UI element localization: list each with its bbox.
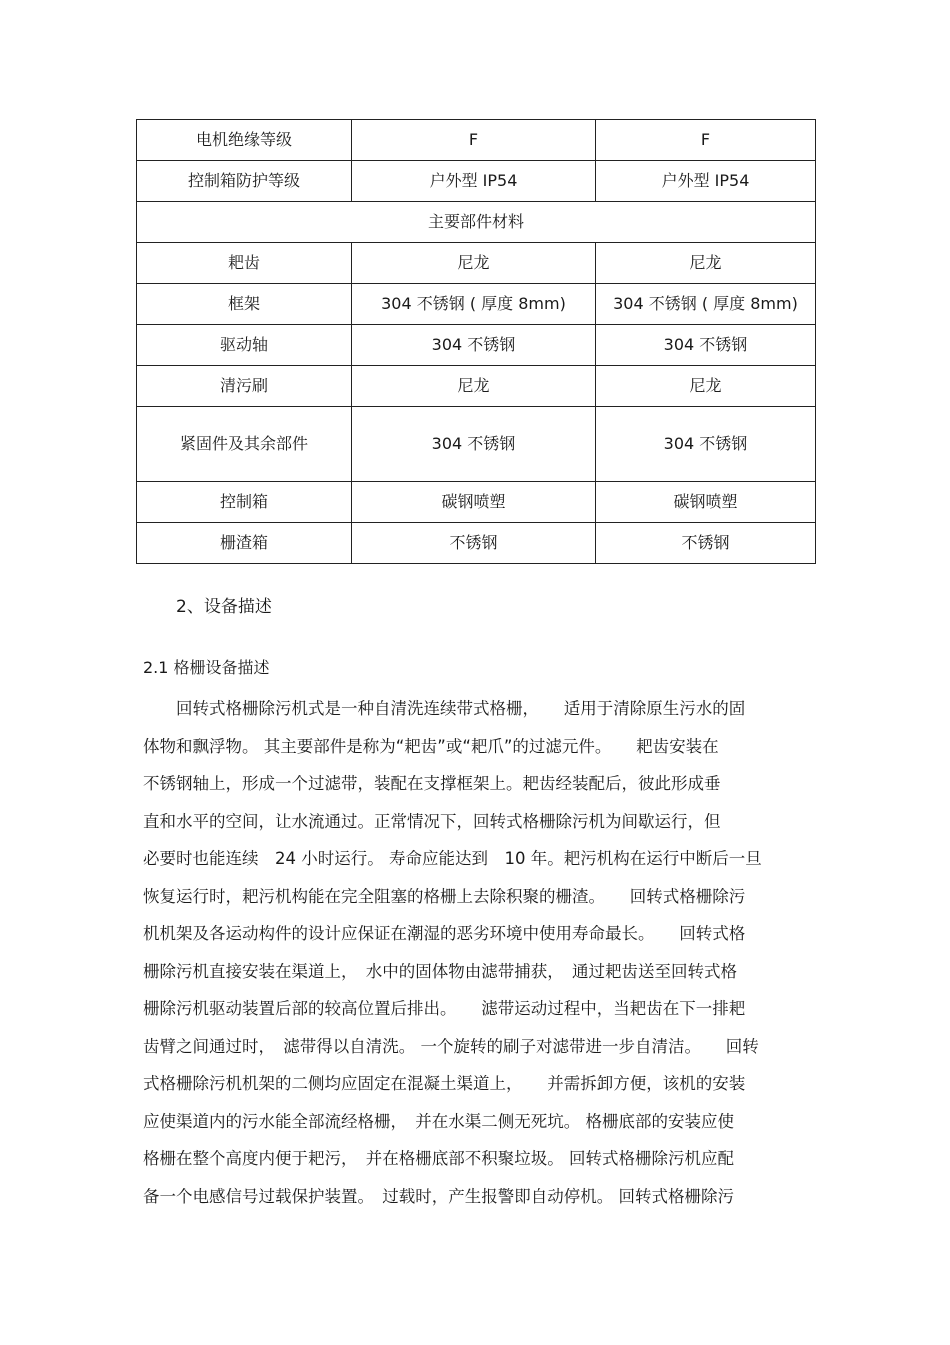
paragraph-line: 必要时也能连续 24 小时运行。 寿命应能达到 10 年。耙污机构在运行中断后一旦 — [143, 849, 762, 868]
value-a: 不锈钢 — [352, 523, 596, 564]
value-b: 304 不锈钢 — [596, 325, 816, 366]
row-label: 电机绝缘等级 — [137, 120, 352, 161]
row-label: 控制箱 — [137, 482, 352, 523]
value-a: 304 不锈钢 — [352, 407, 596, 482]
value-b: 户外型 IP54 — [596, 161, 816, 202]
paragraph-line: 齿臂之间通过时， 滤带得以自清洗。 一个旋转的刷子对滤带进一步自清洁。 回转 — [143, 1036, 759, 1056]
table-row — [137, 482, 816, 523]
paragraph-line: 格栅在整个高度内便于耙污， 并在格栅底部不积聚垃圾。 回转式格栅除污机应配 — [143, 1149, 734, 1168]
row-label: 紧固件及其余部件 — [137, 407, 352, 482]
paragraph-line: 应使渠道内的污水能全部流经格栅， 并在水渠二侧无死坑。 格栅底部的安装应使 — [143, 1111, 734, 1131]
materials-header: 主要部件材料 — [137, 202, 816, 243]
table-row — [137, 120, 816, 161]
paragraph-line: 栅除污机直接安装在渠道上， 水中的固体物由滤带捕获， 通过耙齿送至回转式格 — [143, 961, 737, 981]
row-label: 驱动轴 — [137, 325, 352, 366]
paragraph-line: 恢复运行时，耙污机构能在完全阻塞的格栅上去除积聚的栅渣。 回转式格栅除污 — [143, 886, 746, 906]
value-b: 304 不锈钢 ( 厚度 8mm) — [596, 284, 816, 325]
paragraph-line: 直和水平的空间，让水流通过。正常情况下，回转式格栅除污机为间歇运行，但 — [143, 811, 721, 831]
paragraph-line: 备一个电感信号过载保护装置。 过载时，产生报警即自动停机。 回转式格栅除污 — [143, 1186, 734, 1206]
value-a: 尼龙 — [352, 243, 596, 284]
row-label: 控制箱防护等级 — [137, 161, 352, 202]
table-row — [137, 243, 816, 284]
value-a: 碳钢喷塑 — [352, 482, 596, 523]
paragraph-line: 机机架及各运动构件的设计应保证在潮湿的恶劣环境中使用寿命最长。 回转式格 — [143, 924, 746, 943]
spec-table — [136, 119, 816, 564]
value-b: 不锈钢 — [596, 523, 816, 564]
table-row — [137, 523, 816, 564]
value-b: 304 不锈钢 — [596, 407, 816, 482]
value-a: 尼龙 — [352, 366, 596, 407]
body-paragraph — [143, 690, 803, 1215]
table-row — [137, 366, 816, 407]
value-a: 304 不锈钢 ( 厚度 8mm) — [352, 284, 596, 325]
section-title: 2、设备描述 — [176, 597, 272, 617]
table-row — [137, 161, 816, 202]
value-b: 尼龙 — [596, 366, 816, 407]
value-a: 户外型 IP54 — [352, 161, 596, 202]
subsection-title: 2.1 格栅设备描述 — [143, 658, 270, 677]
value-b: 尼龙 — [596, 243, 816, 284]
table-row — [137, 284, 816, 325]
row-label: 栅渣箱 — [137, 523, 352, 564]
paragraph-line: 回转式格栅除污机式是一种自清洗连续带式格栅， 适用于清除原生污水的固 — [143, 699, 746, 718]
value-b: F — [596, 120, 816, 161]
table-row — [137, 325, 816, 366]
value-a: F — [352, 120, 596, 161]
paragraph-line: 式格栅除污机机架的二侧均应固定在混凝土渠道上， 并需拆卸方便，该机的安装 — [143, 1074, 746, 1093]
paragraph-line: 体物和飘浮物。 其主要部件是称为“耙齿”或“耙爪”的过滤元件。 耙齿安装在 — [143, 736, 719, 756]
table-row — [137, 202, 816, 243]
table-row — [137, 407, 816, 482]
value-a: 304 不锈钢 — [352, 325, 596, 366]
row-label: 耙齿 — [137, 243, 352, 284]
row-label: 框架 — [137, 284, 352, 325]
paragraph-line: 栅除污机驱动装置后部的较高位置后排出。 滤带运动过程中，当耙齿在下一排耙 — [143, 999, 746, 1018]
row-label: 清污刷 — [137, 366, 352, 407]
value-b: 碳钢喷塑 — [596, 482, 816, 523]
paragraph-line: 不锈钢轴上，形成一个过滤带，装配在支撑框架上。耙齿经装配后，彼此形成垂 — [143, 774, 721, 793]
